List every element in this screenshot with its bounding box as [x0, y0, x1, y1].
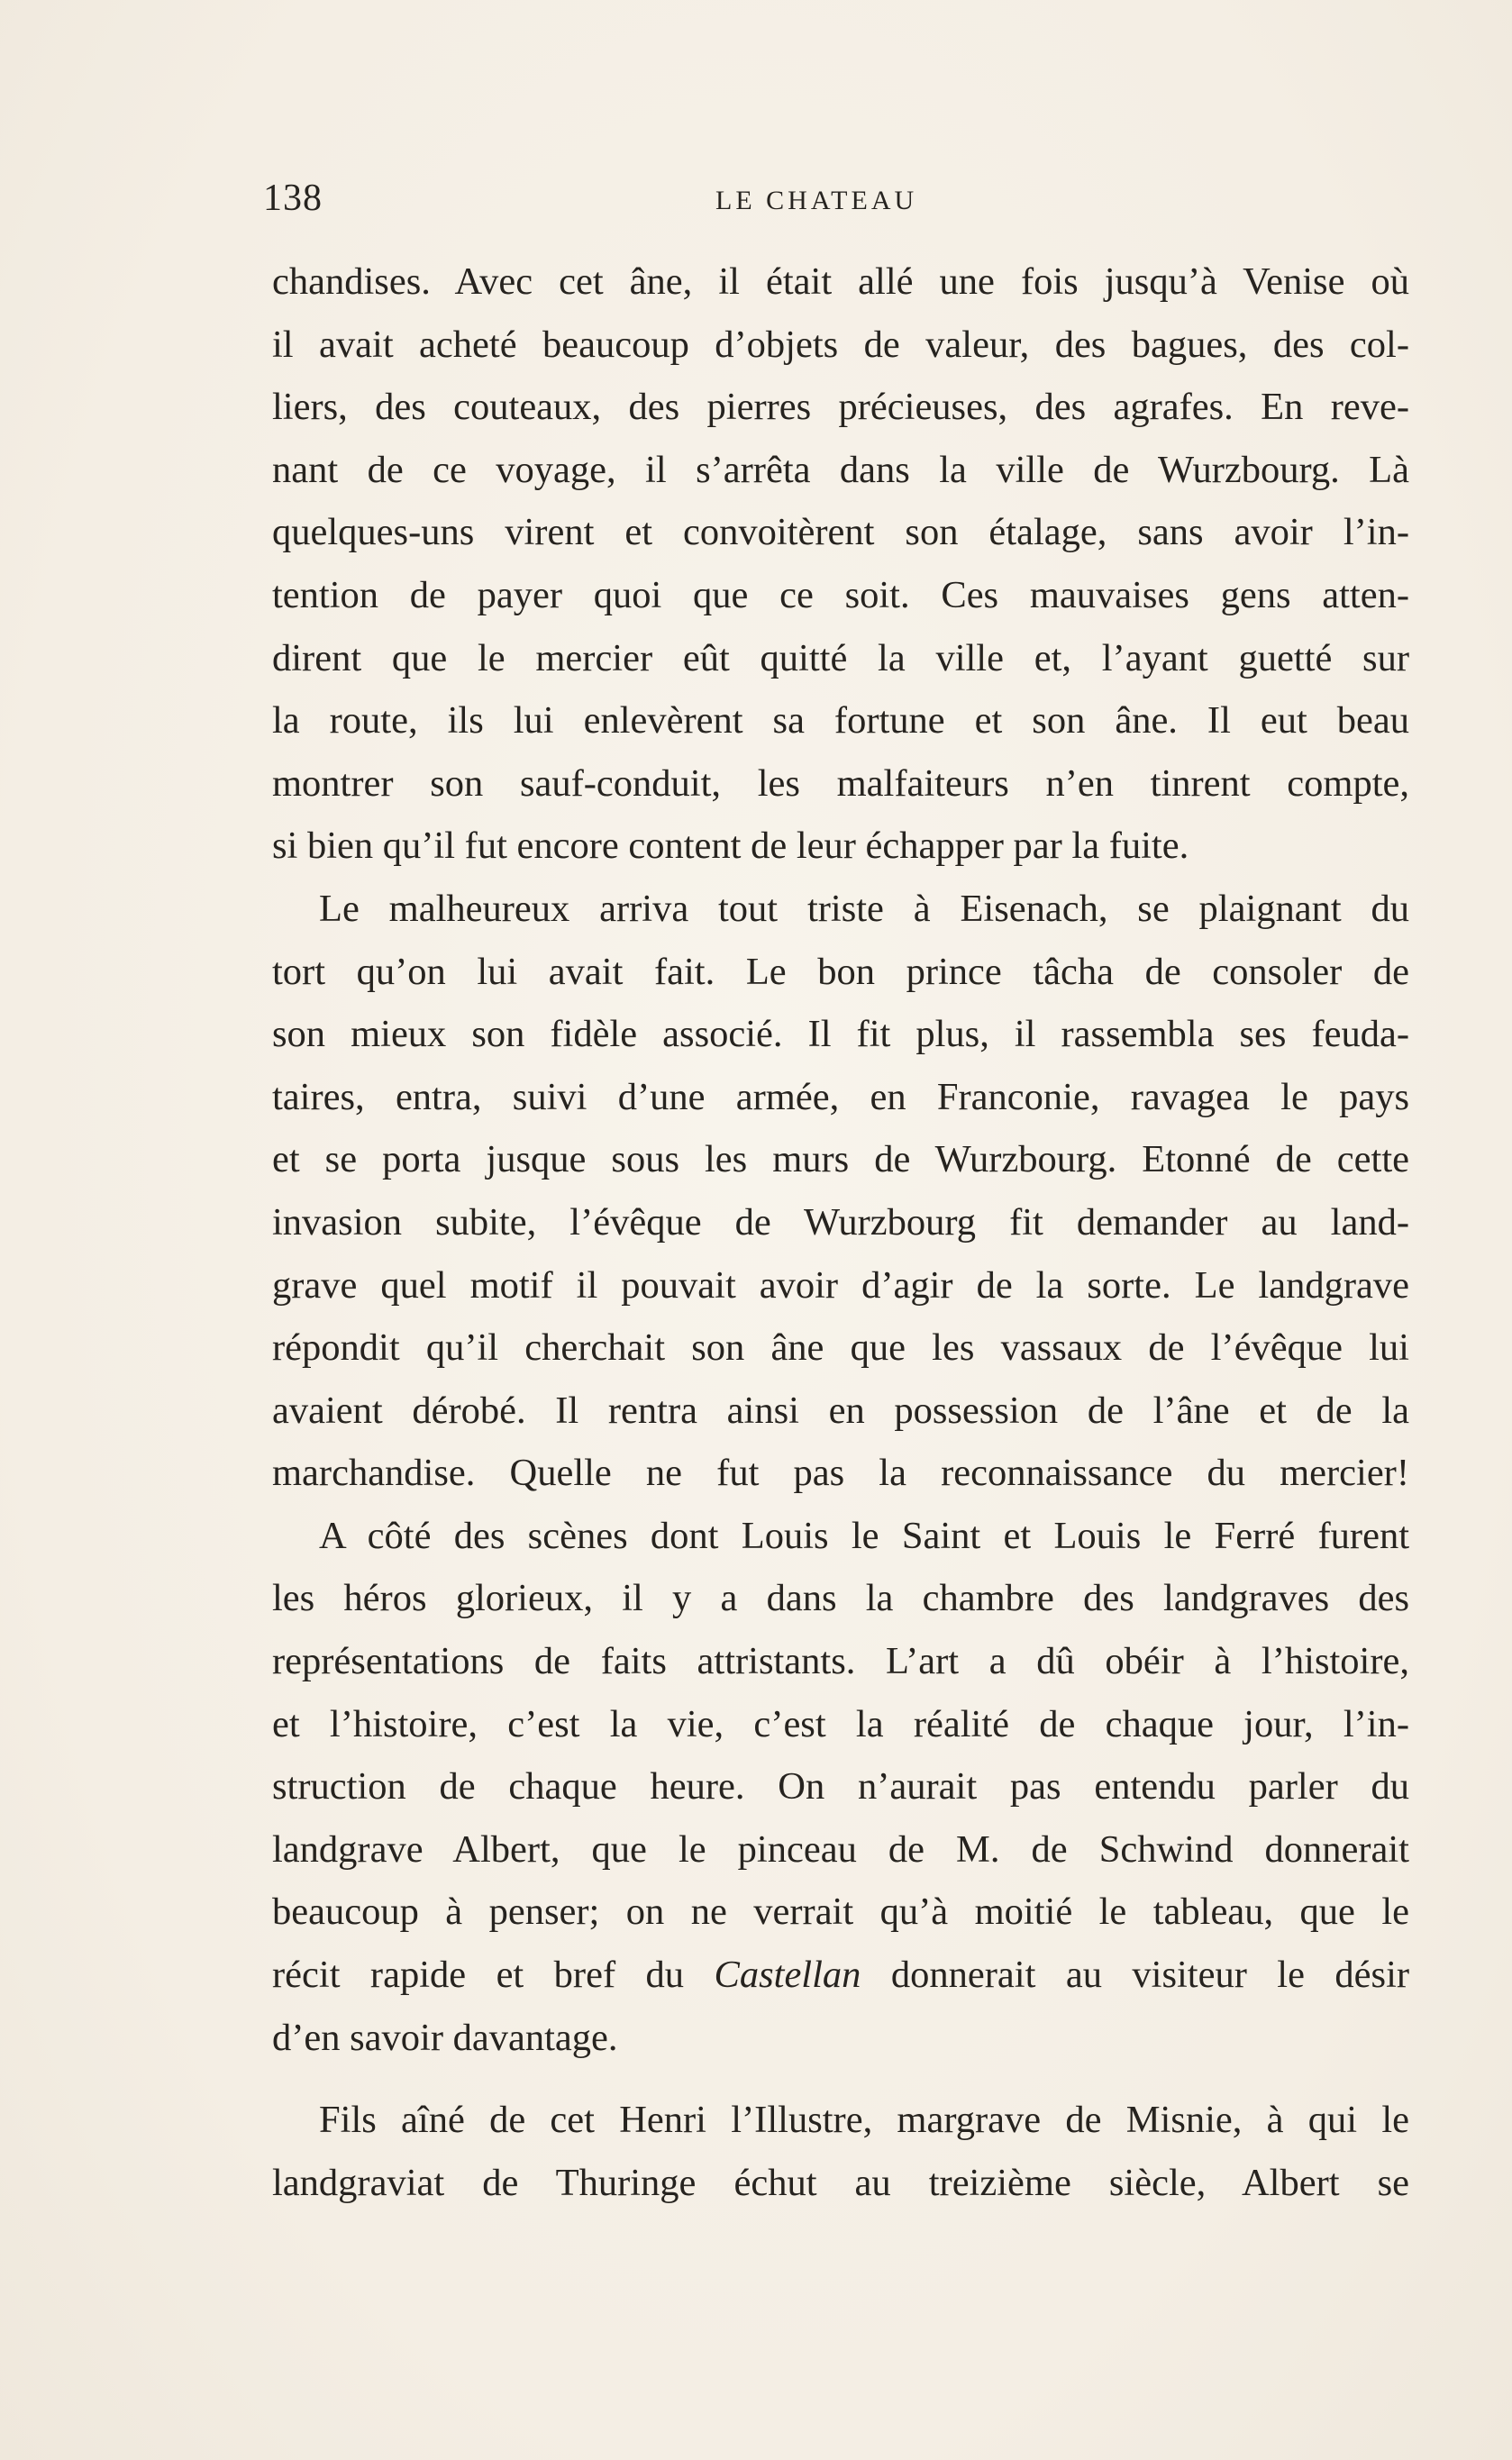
- paragraph-1: [272, 251, 1409, 878]
- text-line: liers, des couteaux, des pierres précieuses, des agrafes. En reve-: [272, 386, 1409, 429]
- page-header: [263, 177, 1406, 231]
- text-line: [272, 1944, 1409, 2007]
- paragraph-4: [272, 2089, 1409, 2214]
- text-line: Le malheureux arriva tout triste à Eisenach, se plaignant du: [319, 887, 1409, 930]
- line-segment: donnerait au visiteur le désir: [890, 1954, 1410, 1997]
- text-line: d’en savoir davantage.: [272, 2016, 618, 2059]
- text-line: et l’histoire, c’est la vie, c’est la réalité de chaque jour, l’in-: [272, 1702, 1409, 1745]
- text-line: A côté des scènes dont Louis le Saint et Louis le Ferré furent: [319, 1514, 1409, 1557]
- text-line: avaient dérobé. Il rentra ainsi en possession de l’âne et de la: [272, 1389, 1409, 1432]
- text-line: invasion subite, l’évêque de Wurzbourg fit demander au land-: [272, 1200, 1409, 1244]
- paragraph-3: [272, 1505, 1409, 2069]
- text-line: landgrave Albert, que le pinceau de M. de Schwind donnerait: [272, 1827, 1409, 1871]
- text-line: nant de ce voyage, il s’arrêta dans la ville de Wurzbourg. Là: [272, 448, 1409, 491]
- text-line: chandises. Avec cet âne, il était allé une fois jusqu’à Venise où: [272, 260, 1409, 303]
- text-line: quelques-uns virent et convoitèrent son étalage, sans avoir l’in-: [272, 511, 1409, 554]
- text-line: dirent que le mercier eût quitté la ville et, l’ayant guetté sur: [272, 636, 1409, 679]
- paragraph-2: [272, 878, 1409, 1505]
- text-line: représentations de faits attristants. L’art a dû obéir à l’histoire,: [272, 1640, 1409, 1683]
- text-line: beaucoup à penser; on ne verrait qu’à moitié le tableau, que le: [272, 1891, 1409, 1934]
- text-line: landgraviat de Thuringe échut au treizième siècle, Albert se: [272, 2161, 1409, 2204]
- text-line: tort qu’on lui avait fait. Le bon prince tâcha de consoler de: [272, 950, 1409, 993]
- text-line: si bien qu’il fut encore content de leur échapper par la fuite.: [272, 825, 1189, 868]
- text-line: et se porta jusque sous les murs de Wurzbourg. Etonné de cette: [272, 1138, 1409, 1181]
- body-text: [272, 251, 1409, 2214]
- text-line: la route, ils lui enlevèrent sa fortune et son âne. Il eut beau: [272, 699, 1409, 743]
- text-line: grave quel motif il pouvait avoir d’agir de la sorte. Le landgrave: [272, 1263, 1409, 1307]
- text-line: il avait acheté beaucoup d’objets de valeur, des bagues, des col-: [272, 323, 1409, 366]
- text-line: son mieux son fidèle associé. Il fit plus, il rassembla ses feuda-: [272, 1013, 1409, 1056]
- text-line: Fils aîné de cet Henri l’Illustre, margrave de Misnie, à qui le: [319, 2099, 1409, 2142]
- text-line: montrer son sauf-conduit, les malfaiteurs n’en tinrent compte,: [272, 761, 1409, 805]
- text-line: taires, entra, suivi d’une armée, en Franconie, ravagea le pays: [272, 1075, 1409, 1118]
- text-line: struction de chaque heure. On n’aurait pas entendu parler du: [272, 1765, 1409, 1809]
- line-segment: récit rapide et bref du: [272, 1954, 685, 1997]
- text-line: les héros glorieux, il y a dans la chambre des landgraves des: [272, 1577, 1409, 1620]
- text-line: marchandise. Quelle ne fut pas la reconnaissance du mercier!: [272, 1452, 1409, 1495]
- text-line: tention de payer quoi que ce soit. Ces mauvaises gens atten-: [272, 573, 1409, 616]
- running-head: LE CHATEAU: [715, 186, 918, 215]
- page-number: 138: [263, 178, 323, 219]
- paragraph-gap: [272, 2069, 1409, 2089]
- text-line: répondit qu’il cherchait son âne que les vassaux de l’évêque lui: [272, 1326, 1409, 1370]
- castellan-title: Castellan: [714, 1954, 861, 1997]
